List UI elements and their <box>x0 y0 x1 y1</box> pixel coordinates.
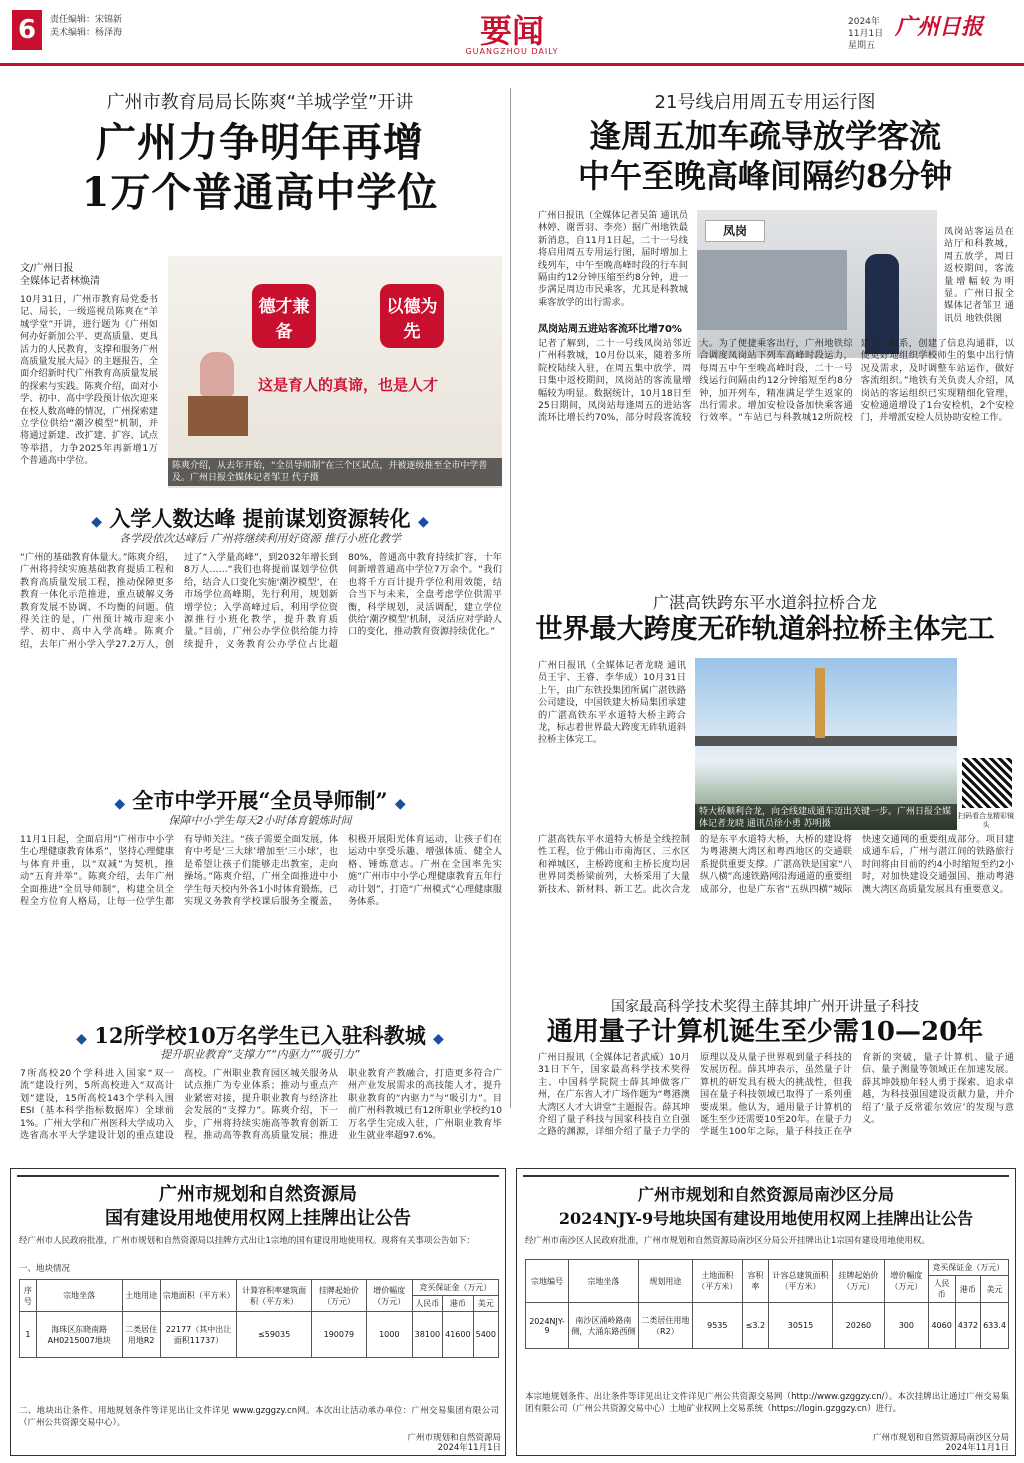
section1-title-text: 入学人数达峰 提前谋划资源转化 <box>109 506 411 531</box>
cell: 5400 <box>473 1312 498 1358</box>
title-line: 国有建设用地使用权网上挂牌出让公告 <box>105 1208 411 1229</box>
right-kicker3: 国家最高科学技术奖得主薛其坤广州开讲量子科技 <box>611 999 919 1015</box>
section-title: 要闻 <box>479 12 544 50</box>
divider <box>17 1175 499 1177</box>
cell: 4060 <box>928 1303 955 1349</box>
date-weekday: 星期五 <box>848 41 876 51</box>
right-body1: 记者了解到，二十一号线凤岗站邻近广州科教城，10月份以来，随着多所院校陆续入驻，在周五集中放学、周日集中返校期间，凤岗站的客流量增幅较为明显。数据统计，10月18日至25日期间，凤岗站每逢周五的进站客流环比增长约70%，部分时段客流较大。为了便捷乘客出行，广州地铁综合调度凤岗站下列车高峰时段运力，每周五中午至晚高峰时段，二十一号线运行间隔由约12分钟缩短至约8分钟，加开列车，精准满足学生返家的出行需求。增加安检设备加快乘客通行效率。“车站已与科教城12所院校建立了联系，创建了信息沟通群，以便更好地组织学校师生的集中出行情况及需求，及时调整车站运作，做好客流组织。”地铁有关负责人介绍，凤岗站的客运组织已实现精细化管理，安检通道增设了1台安检机，2个安检门，并增派安检人员协助安检工作。 <box>538 338 1014 424</box>
title-line: 2024NJY-9号地块国有建设用地使用权网上挂牌出让公告 <box>558 1209 974 1228</box>
section1-title <box>20 503 500 533</box>
right-headline3: 通用量子计算机诞生至少需10—20年 <box>546 1017 984 1047</box>
col-header: 竞买保证金（万元） <box>412 1280 498 1296</box>
col-subheader: 人民币 <box>928 1276 955 1303</box>
bridge-deck <box>695 736 957 746</box>
left-lead: 10月31日，广州市教育局党委书记、局长，一级巡视员陈爽在“羊城学堂”开讲，进行题为《广州如何办好新加公平、更高质量、更具活力的人民教育，支撑和服务广州高质量发展大局》的主题报告，全面介绍新时代广州教育高质量发展的探索与实践。陈爽介绍，面对小学、初中、高中学段预计依次迎来在校人数高峰的情况，广州探索建立学位供给“潮汐模型”机制，并将通过新建、改扩建、扩容、试点等举措，力争2025年再新增1万个普通高中学位。 <box>20 294 158 467</box>
right-body2: 广湛高铁东平水道特大桥是全线控制性工程，位于佛山市南海区、三水区和禅城区，主桥跨度和主桥长度均居世界同类桥梁前列，大桥采用了大量新技术、新材料、新工艺。此次合龙的是东平水道特大桥，大桥的建设将为粤港澳大湾区和粤西地区的交通联系提供重要支撑。广湛高铁是国家“八纵八横”高速铁路网沿海通道的重要组成部分，也是广东省“五纵四横”城际快速交通网的重要组成部分。项目建成通车后，广州与湛江间的铁路旅行时间将由目前的约4小时缩短至约2小时，对加快建设交通强国、推动粤港澳大湾区高质量发展具有重要意义。 <box>538 834 1014 895</box>
sign-line: 2024年11月1日 <box>437 1443 501 1453</box>
right-subhead1: 凤岗站周五进站客流环比增70% <box>538 324 682 335</box>
col-subheader: 港币 <box>443 1296 473 1312</box>
diamond-icon: ◆ <box>433 1031 444 1047</box>
cell: 南沙区涌岭路南侧，大涌东路西侧 <box>568 1303 638 1349</box>
col-subheader: 美元 <box>473 1296 498 1312</box>
section1-body: “广州的基础教育体量大。”陈爽介绍，广州将持续实施基础教育提质工程和教育高质量发展工程，推动保障更多教育一体化示范推进，重点破解义务教育发展不协调、不均衡的问题。值得关注的是，广州预计城市迎来小学、初中、高中入学高峰。陈爽介绍，去年广州小学入学27.2万人，创过了“入学量高峰”，到2032年增长到8万人……“我们也将提前谋划学位供给，结合人口变化实施‘潮汐模型’，在市场学位高峰期，先行利用，规划新增学位；入学高峰过后，利用学位资源推行小班化教学，提升教育质量。”目前，广州公办学位供给能力持续提升，义务教育公办学位占比超80%，普通高中教育持续扩容，十年间新增普通高中学位7万余个。“我们也将千方百计提升学位利用效能，结合当下与未来，全盘考虑学位供需平衡，科学规划，灵活调配，建立学位供给‘潮汐模型’机制，灵活应对学龄人口的变化，推动教育资源持续优化。” <box>20 552 502 650</box>
title-line: 广州市规划和自然资源局 <box>159 1184 357 1205</box>
cell: 22177（其中出让面积11737） <box>160 1312 237 1358</box>
qr-caption: 扫码看合龙精彩镜头 <box>958 812 1014 829</box>
photo-slogan: 这是育人的真谛，也是人才 <box>258 376 439 394</box>
right-lead2: 广州日报讯（全媒体记者龙晓 通讯员王宇、王睿、李华成）10月31日上午，由广东铁投集团所属广湛铁路公司建设，中国铁建大桥局集团承建的广湛高铁东平水道特大桥主跨合龙，标志着世界最大跨度无砟轨道斜拉桥主体完工。 <box>538 660 686 746</box>
headline-line: 广州力争明年再增 <box>96 119 424 166</box>
diamond-icon: ◆ <box>394 796 406 812</box>
col-header: 挂牌起始价（万元） <box>832 1260 884 1303</box>
bridge-photo <box>695 658 957 830</box>
notice2-table <box>525 1259 1009 1349</box>
col-subheader: 港币 <box>955 1276 980 1303</box>
cell: 300 <box>885 1303 929 1349</box>
section2-body: 11月1日起，全面启用“广州市中小学生心理健康教育体系”，坚持心理健康与体育并重，以“双减”为契机，推动“五育并举”。陈爽介绍，去年广州全面推进“全员导师制”，构建全员全程全方位育人格局，让每一位学生都有导师关注。“孩子需要全面发展，体育中考是‘三大球’增加至‘三小球’，也是希望让孩子们能够走出教室，走向操场。”陈爽介绍，广州全面推进中小学生每天校内外各1小时体育锻炼，已实现义务教育学校课后服务全覆盖，积极开展阳光体育运动，让孩子们在运动中享受乐趣、增强体质、健全人格、锤炼意志。广州在全国率先实施“广州市中小学心理健康教育五年行动计划”，打造“广州模式”心理健康服务体系。 <box>20 834 502 908</box>
metro-train <box>697 250 847 330</box>
cell: 二类居住用地R2 <box>122 1312 160 1358</box>
byline-line: 文/广州日报 <box>20 263 74 274</box>
banner-morality: 以德为先 <box>380 284 444 348</box>
notice2-title <box>517 1183 1015 1231</box>
cell: ≤59035 <box>237 1312 312 1358</box>
col-header: 宗地坐落 <box>568 1260 638 1303</box>
banner-virtue: 德才兼备 <box>252 284 316 348</box>
right-headline1 <box>520 116 1010 196</box>
issue-date <box>848 16 883 52</box>
section3-title-text: 12所学校10万名学生已入驻科教城 <box>94 1023 426 1048</box>
table-row <box>526 1303 1009 1349</box>
section2-title-text: 全市中学开展“全员导师制” <box>132 788 388 813</box>
page-number: 6 <box>12 10 42 50</box>
cell: 41600 <box>443 1312 473 1358</box>
notice1-title <box>11 1183 505 1231</box>
speaker-figure <box>200 352 234 396</box>
date-day: 11月1日 <box>848 29 884 39</box>
notice1-sign <box>341 1433 501 1455</box>
editors <box>50 14 122 40</box>
col-header: 宗地面积（平方米） <box>160 1280 237 1312</box>
col-header: 土地面积（平方米） <box>692 1260 742 1303</box>
col-header: 土地用途 <box>122 1280 160 1312</box>
col-subheader: 美元 <box>981 1276 1009 1303</box>
cell: 633.4 <box>981 1303 1009 1349</box>
right-kicker2: 广湛高铁跨东平水道斜拉桥合龙 <box>652 593 877 612</box>
bridge-caption: 特大桥顺利合龙，向全线建成通车迈出关键一步。广州日报全媒体记者龙晓 通讯员徐小勇 苏明摄 <box>695 804 957 830</box>
photo-caption: 陈爽介绍，从去年开始，“全员导师制”在三个区试点，并被逐级推至全市中学普及。广州日报全媒体记者邹卫 代子摄 <box>168 458 502 486</box>
bridge-tower <box>815 668 825 738</box>
left-headline <box>20 118 500 218</box>
headline-line: 1万个普通高中学位 <box>81 169 439 216</box>
cell: 38100 <box>412 1312 442 1358</box>
date-year: 2024年 <box>848 17 880 27</box>
section-subtitle: GUANGZHOU DAILY <box>465 47 559 56</box>
cell: 4372 <box>955 1303 980 1349</box>
sign-line: 广州市规划和自然资源局南沙区分局 <box>872 1433 1009 1443</box>
notice2-footer: 本宗地规划条件、出让条件等详见出让文件详见广州公共资源交易网（http://www.gzggzy.cn/）。本次挂牌出让通过广州交易集团有限公司（广州公共资源交易中心）土地矿业权网上交易系统（https://login.gzggzy.cn）进行。 <box>525 1392 1009 1415</box>
right-headline2: 世界最大跨度无砟轨道斜拉桥主体完工 <box>535 614 995 645</box>
title-line: 广州市规划和自然资源局南沙区分局 <box>637 1185 894 1204</box>
section3-body: 7所高校20个学科进入国家“双一流”建设行列，5所高校进入“双高计划”建设，15所高校143个学科入围ESI（基本科学指标数据库）全球前1%。广州大学和广州医科大学成功入选省高水平大学建设计划的重点建设高校。广州职业教育园区城关服务从试点推广为专业体系；推动与重点产业紧密对接，提升职业教育与经济社会发展的“支撑力”。陈爽介绍，下一步，广州将持续实施高等教育创新工程，推动高等教育高质量发展；推进职业教育产教融合，打造更多符合广州产业发展需求的高技能人才，提升职业教育的“内驱力”与“吸引力”。目前广州科教城已有12所职业学校约10万名学生完成入驻，广州职业教育毕业生就业率超97.6%。 <box>20 1068 502 1142</box>
cell: 2024NJY-9 <box>526 1303 569 1349</box>
notice1-intro: 经广州市人民政府批准，广州市规划和自然资源局以挂牌方式出让1宗地的国有建设用地使用权。现将有关事项公告如下： <box>19 1236 475 1246</box>
diamond-icon: ◆ <box>76 1031 87 1047</box>
section2-title <box>20 785 500 815</box>
col-subheader: 人民币 <box>412 1296 442 1312</box>
col-header: 宗地坐落 <box>36 1280 122 1312</box>
podium <box>188 396 248 436</box>
col-header: 序号 <box>20 1280 37 1312</box>
cell: 190079 <box>311 1312 366 1358</box>
cell: 二类居住用地（R2） <box>638 1303 692 1349</box>
qr-code[interactable] <box>962 758 1012 808</box>
left-kicker: 广州市教育局局长陈爽“羊城学堂”开讲 <box>106 92 414 113</box>
metro-photo <box>697 210 937 358</box>
sign-line: 广州市规划和自然资源局 <box>407 1433 501 1443</box>
notice2-intro: 经广州市南沙区人民政府批准，广州市规划和自然资源局南沙区分局公开挂牌出让1宗国有建设用地使用权。 <box>525 1236 930 1246</box>
notice1-section: 一、地块情况 <box>19 1264 71 1274</box>
section1-sub: 各学段依次达峰后 广州将继续利用好资源 推行小班化教学 <box>119 532 401 545</box>
cell: 20260 <box>832 1303 884 1349</box>
divider <box>523 1175 1009 1177</box>
sign-line: 2024年11月1日 <box>945 1443 1009 1453</box>
notice1-table <box>19 1279 499 1358</box>
cell: 海珠区东晓南路AH0215007地块 <box>36 1312 122 1358</box>
col-header: 容积率 <box>742 1260 769 1303</box>
newspaper-logo: 广州日报 <box>895 14 984 40</box>
headline-line: 逢周五加车疏导放学客流 <box>588 117 941 155</box>
section3-sub: 提升职业教育“支撑力”“内驱力”“吸引力” <box>160 1048 360 1061</box>
byline-line: 全媒体记者林焕清 <box>20 276 100 287</box>
column-divider <box>510 88 511 1108</box>
cell: 1 <box>20 1312 37 1358</box>
editor-line: 美术编辑：杨泽海 <box>50 28 123 38</box>
col-header: 计算容积率建筑面积（平方米） <box>237 1280 312 1312</box>
notice2-sign <box>817 1433 1009 1455</box>
diamond-icon: ◆ <box>114 796 126 812</box>
headline-line: 中午至晚高峰间隔约8分钟 <box>577 157 953 195</box>
left-byline <box>20 262 160 288</box>
col-header: 增价幅度（万元） <box>885 1260 929 1303</box>
table-row <box>20 1312 499 1358</box>
section2-sub: 保障中小学生每天2小时体育锻炼时间 <box>168 814 352 827</box>
col-header: 计容总建筑面积（平方米） <box>769 1260 833 1303</box>
cell: 9535 <box>692 1303 742 1349</box>
land-auction-notice-1 <box>10 1168 506 1456</box>
cell: 30515 <box>769 1303 833 1349</box>
right-body3: 广州日报讯（全媒体记者武威）10月31日下午，国家最高科学技术奖得主、中国科学院院士薛其坤做客广州，在广东省人才广场作题为“粤港澳大湾区人才大讲堂”主题报告。薛其坤介绍了量子科技与国家科技自立自强之路的渊源，详细介绍了量子力学的原理以及从量子世界观到量子科技的发展历程。薛其坤表示，虽然量子计算机的研发具有极大的挑战性，但我国在量子科技领域已取得了一系列重要成果。他认为，通用量子计算机的诞生至少还需要10至20年。在量子力学诞生100年之际，量子科技正在孕育新的突破，量子计算机、量子通信、量子测量等领域正在加速发展。薛其坤鼓励年轻人勇于探索、追求卓越，为科技强国建设贡献力量，并介绍了‘量子反常霍尔效应’的发现与意义。 <box>538 1052 1014 1138</box>
right-lead1: 广州日报讯（全媒体记者吴笛 通讯员林婷、谢晋羽、李亮）据广州地铁最新消息，自11月1日起，二十一号线将启用周五专用运行图，届时增加上线列车，中午至晚高峰时段的行车间隔由约12分钟压缩至约8分钟，进一步满足周边市民乘客，尤其是科教城乘客放学的出行需求。 <box>538 210 688 308</box>
diamond-icon: ◆ <box>91 514 103 530</box>
land-auction-notice-2 <box>516 1168 1016 1456</box>
right-kicker1: 21号线启用周五专用运行图 <box>654 92 876 113</box>
diamond-icon: ◆ <box>417 514 429 530</box>
metro-photo-caption: 凤岗站客运员在站厅和科教城，周五放学，周日返校期间，客流量增幅较为明显。广州日报全媒体记者邹卫 通讯员 地铁供图 <box>944 226 1014 324</box>
col-header: 竞买保证金（万元） <box>928 1260 1008 1276</box>
station-sign: 凤岗 <box>705 220 765 242</box>
cell: ≤3.2 <box>742 1303 769 1349</box>
cell: 1000 <box>366 1312 412 1358</box>
col-header: 宗地编号 <box>526 1260 569 1303</box>
notice1-footer: 二、地块出让条件、用地规划条件等详见出让文件详见 www.gzggzy.cn网。本次出让活动承办单位：广州交易集团有限公司（广州公共资源交易中心）。 <box>19 1406 499 1429</box>
col-header: 挂牌起始价（万元） <box>311 1280 366 1312</box>
col-header: 增价幅度（万元） <box>366 1280 412 1312</box>
col-header: 规划用途 <box>638 1260 692 1303</box>
editor-line: 责任编辑：宋锦新 <box>50 15 123 25</box>
lecture-photo <box>168 256 502 488</box>
